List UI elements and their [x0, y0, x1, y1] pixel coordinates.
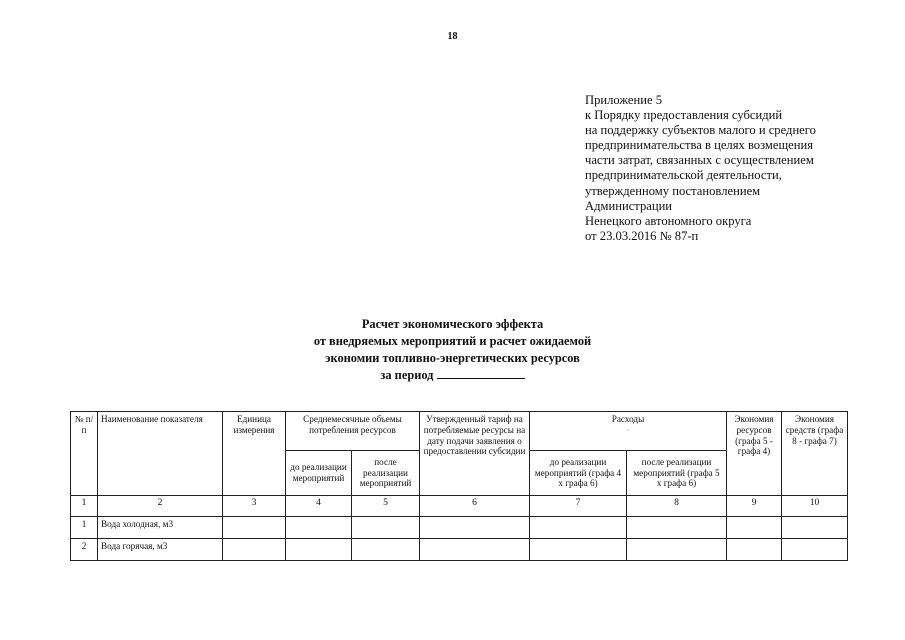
title-line: экономии топливно-энергетических ресурсов — [325, 351, 580, 365]
appendix-line: утвержденному постановлением — [585, 183, 761, 198]
title-line: Расчет экономического эффекта — [361, 317, 544, 331]
column-number: 9 — [727, 496, 782, 517]
appendix-line: предпринимательской деятельности, — [585, 168, 782, 183]
cell-empty — [782, 517, 848, 539]
appendix-line: предпринимательства в целях возмещения — [585, 138, 814, 153]
cell-empty — [627, 517, 727, 539]
column-number: 5 — [352, 496, 420, 517]
appendix-line: Ненецкого автономного округа — [585, 213, 752, 228]
header-before: до реализации мероприятий — [286, 451, 352, 496]
expenses-label: Расходы — [611, 414, 645, 424]
column-number-row — [71, 496, 848, 517]
cell-empty — [420, 539, 530, 561]
expenses-dot: · — [626, 424, 630, 435]
cell-empty — [352, 517, 420, 539]
appendix-line: Приложение 5 — [585, 93, 663, 107]
title-period — [0, 367, 905, 384]
cell-empty — [223, 539, 286, 561]
header-expenses — [530, 412, 727, 451]
appendix-line: от 23.03.2016 № 87-п — [585, 228, 699, 243]
cell-empty — [627, 539, 727, 561]
row-name: Вода горячая, м3 — [98, 539, 223, 561]
cell-empty — [420, 517, 530, 539]
cell-empty — [782, 539, 848, 561]
appendix-line: на поддержку субъектов малого и среднего — [585, 123, 816, 138]
cell-empty — [727, 517, 782, 539]
column-number: 10 — [782, 496, 848, 517]
header-num: № п/п — [71, 412, 98, 496]
table-row — [71, 539, 848, 561]
column-number: 4 — [286, 496, 352, 517]
document-title — [0, 316, 905, 384]
cell-empty — [352, 539, 420, 561]
period-label: за период — [380, 368, 434, 382]
header-unit: Единица измерения — [223, 412, 286, 496]
title-line: от внедряемых мероприятий и расчет ожидаемой — [313, 334, 592, 348]
cell-empty — [530, 539, 627, 561]
header-after: после реализации мероприятий — [352, 451, 420, 496]
row-name: Вода холодная, м3 — [98, 517, 223, 539]
cell-empty — [286, 517, 352, 539]
column-number: 7 — [530, 496, 627, 517]
row-num: 1 — [71, 517, 98, 539]
period-blank-line — [437, 367, 525, 379]
header-money-savings: Экономия средств (графа 8 - графа 7) — [782, 412, 848, 496]
row-num: 2 — [71, 539, 98, 561]
column-number: 2 — [98, 496, 223, 517]
appendix-line: части затрат, связанных с осуществлением — [585, 153, 814, 168]
appendix-line: к Порядку предоставления субсидий — [585, 108, 783, 123]
header-name: Наименование показателя — [98, 412, 223, 496]
header-resource-savings: Экономия ресурсов (графа 5 - графа 4) — [727, 412, 782, 496]
header-exp-after: после реализации мероприятий (графа 5 х графа 6) — [627, 451, 727, 496]
appendix-line: Администрации — [585, 198, 673, 213]
header-avg-consumption: Среднемесячные объемы потребления ресурсов — [286, 412, 420, 451]
page-number: 18 — [447, 31, 458, 42]
header-tariff: Утвержденный тариф на потребляемые ресурсы на дату подачи заявления о предоставлении субсидии — [420, 412, 530, 496]
column-number: 3 — [223, 496, 286, 517]
cell-empty — [727, 539, 782, 561]
cell-empty — [286, 539, 352, 561]
column-number: 8 — [627, 496, 727, 517]
header-exp-before: до реализации мероприятий (графа 4 х графа 6) — [530, 451, 627, 496]
calculation-table — [70, 411, 848, 561]
column-number: 1 — [71, 496, 98, 517]
appendix-block — [585, 93, 816, 244]
column-number: 6 — [420, 496, 530, 517]
table-row — [71, 517, 848, 539]
cell-empty — [530, 517, 627, 539]
cell-empty — [223, 517, 286, 539]
